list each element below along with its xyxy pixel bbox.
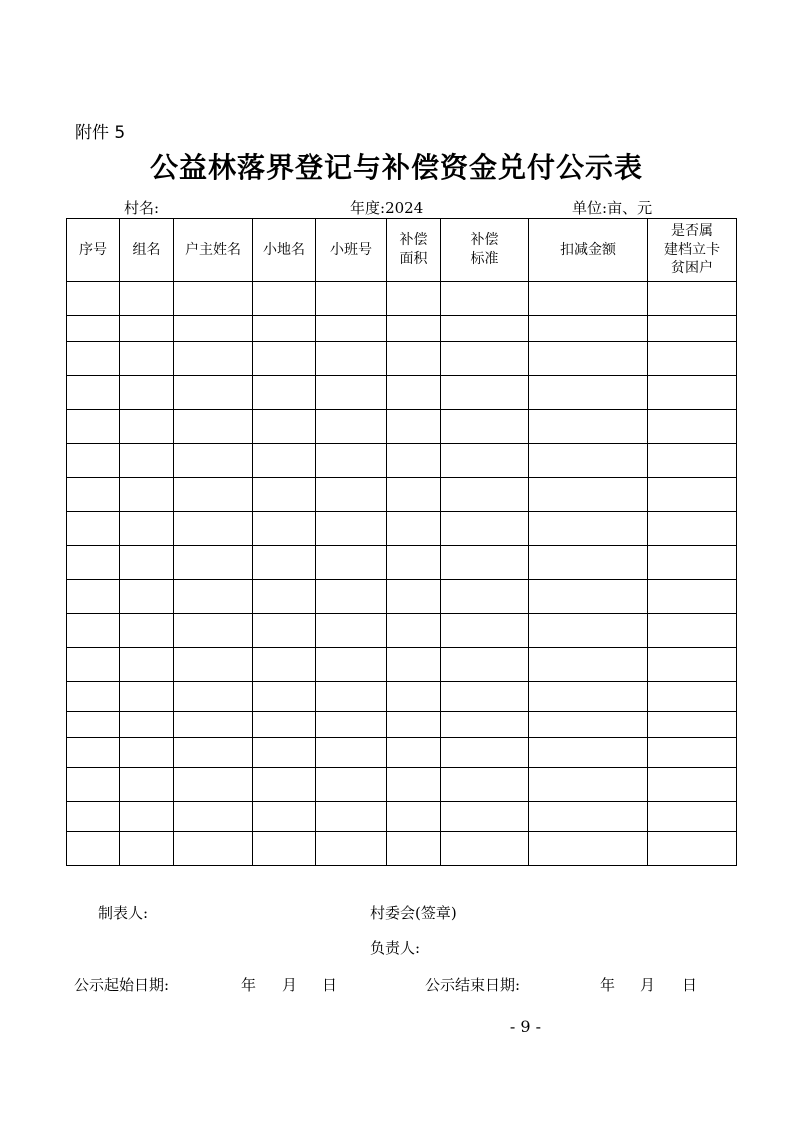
table-row bbox=[67, 546, 737, 580]
table-cell bbox=[67, 342, 120, 376]
table-cell bbox=[441, 768, 529, 802]
table-cell bbox=[648, 282, 737, 316]
table-cell bbox=[253, 712, 316, 738]
table-cell bbox=[174, 614, 253, 648]
table-cell bbox=[316, 444, 387, 478]
table-cell bbox=[316, 738, 387, 768]
table-cell bbox=[174, 512, 253, 546]
table-cell bbox=[529, 546, 648, 580]
table-cell bbox=[441, 580, 529, 614]
table-cell bbox=[387, 802, 441, 832]
table-cell bbox=[253, 376, 316, 410]
table-cell bbox=[174, 832, 253, 866]
table-cell bbox=[316, 832, 387, 866]
year-value: 2024 bbox=[385, 199, 424, 217]
table-cell bbox=[441, 802, 529, 832]
table-cell bbox=[67, 282, 120, 316]
table-cell bbox=[120, 512, 174, 546]
committee-seal-label: 村委会(签章) bbox=[370, 904, 457, 922]
table-cell bbox=[120, 648, 174, 682]
table-cell bbox=[648, 682, 737, 712]
table-cell bbox=[387, 832, 441, 866]
table-cell bbox=[316, 682, 387, 712]
table-cell bbox=[529, 478, 648, 512]
table-cell bbox=[174, 712, 253, 738]
table-cell bbox=[120, 282, 174, 316]
table-cell bbox=[441, 546, 529, 580]
table-cell bbox=[648, 410, 737, 444]
table-row bbox=[67, 712, 737, 738]
table-cell bbox=[648, 376, 737, 410]
start-date-label: 公示起始日期: bbox=[74, 976, 170, 994]
table-cell bbox=[648, 444, 737, 478]
table-cell bbox=[648, 802, 737, 832]
table-cell bbox=[529, 342, 648, 376]
table-cell bbox=[316, 614, 387, 648]
table-cell bbox=[253, 282, 316, 316]
table-row bbox=[67, 768, 737, 802]
table-cell bbox=[120, 832, 174, 866]
table-row bbox=[67, 342, 737, 376]
table-body bbox=[67, 282, 737, 866]
table-cell bbox=[120, 478, 174, 512]
header-group: 组名 bbox=[120, 219, 174, 282]
table-cell bbox=[529, 316, 648, 342]
table-cell bbox=[441, 316, 529, 342]
table-row bbox=[67, 682, 737, 712]
table-cell bbox=[387, 282, 441, 316]
table-cell bbox=[316, 282, 387, 316]
table-cell bbox=[387, 580, 441, 614]
table-cell bbox=[174, 316, 253, 342]
table-row bbox=[67, 738, 737, 768]
preparer-label: 制表人: bbox=[98, 904, 149, 922]
table-cell bbox=[387, 682, 441, 712]
table-cell bbox=[648, 478, 737, 512]
table-cell bbox=[67, 712, 120, 738]
table-cell bbox=[316, 802, 387, 832]
table-cell bbox=[120, 316, 174, 342]
table-cell bbox=[441, 376, 529, 410]
table-cell bbox=[387, 342, 441, 376]
table-cell bbox=[387, 512, 441, 546]
table-cell bbox=[387, 376, 441, 410]
table-cell bbox=[648, 512, 737, 546]
table-cell bbox=[174, 282, 253, 316]
table-cell bbox=[529, 282, 648, 316]
end-month-char: 月 bbox=[640, 976, 656, 994]
table-cell bbox=[253, 478, 316, 512]
table-row bbox=[67, 410, 737, 444]
unit-value: 亩、元 bbox=[607, 199, 653, 217]
table-header-row bbox=[67, 219, 737, 282]
table-cell bbox=[316, 512, 387, 546]
table-cell bbox=[253, 832, 316, 866]
table-cell bbox=[67, 614, 120, 648]
table-cell bbox=[316, 768, 387, 802]
table-cell bbox=[529, 648, 648, 682]
table-cell bbox=[174, 444, 253, 478]
table-cell bbox=[648, 712, 737, 738]
table-cell bbox=[174, 546, 253, 580]
table-cell bbox=[441, 712, 529, 738]
table-row bbox=[67, 282, 737, 316]
header-deduction: 扣减金额 bbox=[529, 219, 648, 282]
table-cell bbox=[529, 410, 648, 444]
table-cell bbox=[529, 614, 648, 648]
table-cell bbox=[529, 376, 648, 410]
table-row bbox=[67, 316, 737, 342]
table-cell bbox=[648, 546, 737, 580]
table-cell bbox=[174, 580, 253, 614]
table-cell bbox=[67, 376, 120, 410]
table-row bbox=[67, 802, 737, 832]
table-cell bbox=[174, 738, 253, 768]
table-cell bbox=[174, 342, 253, 376]
table-cell bbox=[441, 282, 529, 316]
table-cell bbox=[529, 580, 648, 614]
table-cell bbox=[253, 682, 316, 712]
table-cell bbox=[387, 738, 441, 768]
table-cell bbox=[67, 410, 120, 444]
end-day-char: 日 bbox=[682, 976, 698, 994]
table-cell bbox=[648, 316, 737, 342]
table-cell bbox=[529, 444, 648, 478]
table-cell bbox=[441, 410, 529, 444]
table-cell bbox=[174, 648, 253, 682]
table-cell bbox=[253, 648, 316, 682]
table-cell bbox=[174, 682, 253, 712]
table-cell bbox=[253, 444, 316, 478]
table-cell bbox=[387, 316, 441, 342]
table-cell bbox=[120, 682, 174, 712]
table-cell bbox=[387, 478, 441, 512]
table-cell bbox=[648, 832, 737, 866]
page-number: - 9 - bbox=[509, 1017, 542, 1036]
table-cell bbox=[67, 768, 120, 802]
table-row bbox=[67, 512, 737, 546]
table-cell bbox=[529, 682, 648, 712]
end-year-char: 年 bbox=[600, 976, 616, 994]
table-cell bbox=[648, 614, 737, 648]
table-cell bbox=[529, 802, 648, 832]
table-cell bbox=[120, 546, 174, 580]
table-cell bbox=[529, 738, 648, 768]
attachment-label: 附件 5 bbox=[75, 123, 126, 143]
table-cell bbox=[67, 832, 120, 866]
table-cell bbox=[120, 444, 174, 478]
table-cell bbox=[441, 832, 529, 866]
table-cell bbox=[648, 738, 737, 768]
table-row bbox=[67, 614, 737, 648]
page-title: 公益林落界登记与补偿资金兑付公示表 bbox=[149, 151, 643, 184]
table-cell bbox=[648, 342, 737, 376]
table-cell bbox=[316, 342, 387, 376]
table-cell bbox=[253, 768, 316, 802]
table-cell bbox=[441, 738, 529, 768]
table-cell bbox=[387, 546, 441, 580]
header-serial: 序号 bbox=[67, 219, 120, 282]
header-compensation-area: 补偿 面积 bbox=[387, 219, 441, 282]
table-cell bbox=[174, 802, 253, 832]
table-cell bbox=[529, 512, 648, 546]
responsible-person-label: 负责人: bbox=[370, 939, 421, 957]
header-place-name: 小地名 bbox=[253, 219, 316, 282]
table-cell bbox=[253, 738, 316, 768]
table-cell bbox=[529, 712, 648, 738]
header-householder: 户主姓名 bbox=[174, 219, 253, 282]
table-cell bbox=[67, 738, 120, 768]
table-cell bbox=[120, 376, 174, 410]
table-row bbox=[67, 648, 737, 682]
table-cell bbox=[253, 316, 316, 342]
table-cell bbox=[387, 768, 441, 802]
table-cell bbox=[174, 768, 253, 802]
table-cell bbox=[67, 444, 120, 478]
table-cell bbox=[316, 410, 387, 444]
table-cell bbox=[67, 648, 120, 682]
table-cell bbox=[67, 546, 120, 580]
unit-label: 单位: bbox=[572, 199, 608, 217]
table-cell bbox=[441, 512, 529, 546]
unit-field bbox=[572, 197, 652, 218]
table-cell bbox=[120, 614, 174, 648]
header-plot-number: 小班号 bbox=[316, 219, 387, 282]
table-cell bbox=[120, 768, 174, 802]
table-cell bbox=[120, 342, 174, 376]
table-cell bbox=[441, 478, 529, 512]
table-cell bbox=[67, 478, 120, 512]
table-cell bbox=[316, 712, 387, 738]
table-row bbox=[67, 444, 737, 478]
table-cell bbox=[441, 648, 529, 682]
table-cell bbox=[648, 580, 737, 614]
table-cell bbox=[253, 342, 316, 376]
start-month-char: 月 bbox=[282, 976, 298, 994]
start-year-char: 年 bbox=[241, 976, 257, 994]
table-row bbox=[67, 376, 737, 410]
compensation-table bbox=[66, 218, 737, 866]
table-cell bbox=[67, 512, 120, 546]
table-cell bbox=[648, 648, 737, 682]
table-cell bbox=[648, 768, 737, 802]
table-cell bbox=[441, 342, 529, 376]
table-cell bbox=[387, 614, 441, 648]
end-date-label: 公示结束日期: bbox=[425, 976, 521, 994]
table-cell bbox=[120, 410, 174, 444]
village-name-label: 村名: bbox=[124, 199, 160, 217]
table-cell bbox=[253, 614, 316, 648]
year-field bbox=[350, 197, 423, 218]
table-cell bbox=[120, 802, 174, 832]
year-label: 年度: bbox=[350, 199, 386, 217]
table-row bbox=[67, 832, 737, 866]
table-cell bbox=[120, 580, 174, 614]
table-cell bbox=[441, 682, 529, 712]
table-cell bbox=[316, 376, 387, 410]
table-cell bbox=[253, 512, 316, 546]
table-cell bbox=[441, 614, 529, 648]
table-cell bbox=[174, 376, 253, 410]
table-cell bbox=[441, 444, 529, 478]
table-cell bbox=[67, 682, 120, 712]
table-cell bbox=[120, 738, 174, 768]
table-cell bbox=[120, 712, 174, 738]
table-cell bbox=[529, 832, 648, 866]
table-cell bbox=[67, 802, 120, 832]
table-row bbox=[67, 580, 737, 614]
table-row bbox=[67, 478, 737, 512]
table-cell bbox=[316, 478, 387, 512]
table-cell bbox=[529, 768, 648, 802]
table-cell bbox=[174, 478, 253, 512]
start-day-char: 日 bbox=[322, 976, 338, 994]
header-compensation-standard: 补偿 标准 bbox=[441, 219, 529, 282]
table-cell bbox=[253, 410, 316, 444]
table-cell bbox=[67, 316, 120, 342]
table-cell bbox=[316, 316, 387, 342]
table-cell bbox=[253, 580, 316, 614]
table-cell bbox=[387, 444, 441, 478]
table-cell bbox=[67, 580, 120, 614]
table-cell bbox=[253, 802, 316, 832]
table-cell bbox=[253, 546, 316, 580]
table-cell bbox=[387, 712, 441, 738]
header-poverty-household: 是否属 建档立卡 贫困户 bbox=[648, 219, 737, 282]
table-cell bbox=[316, 648, 387, 682]
table-cell bbox=[316, 580, 387, 614]
table-cell bbox=[387, 648, 441, 682]
table-cell bbox=[387, 410, 441, 444]
table-cell bbox=[174, 410, 253, 444]
table-cell bbox=[316, 546, 387, 580]
